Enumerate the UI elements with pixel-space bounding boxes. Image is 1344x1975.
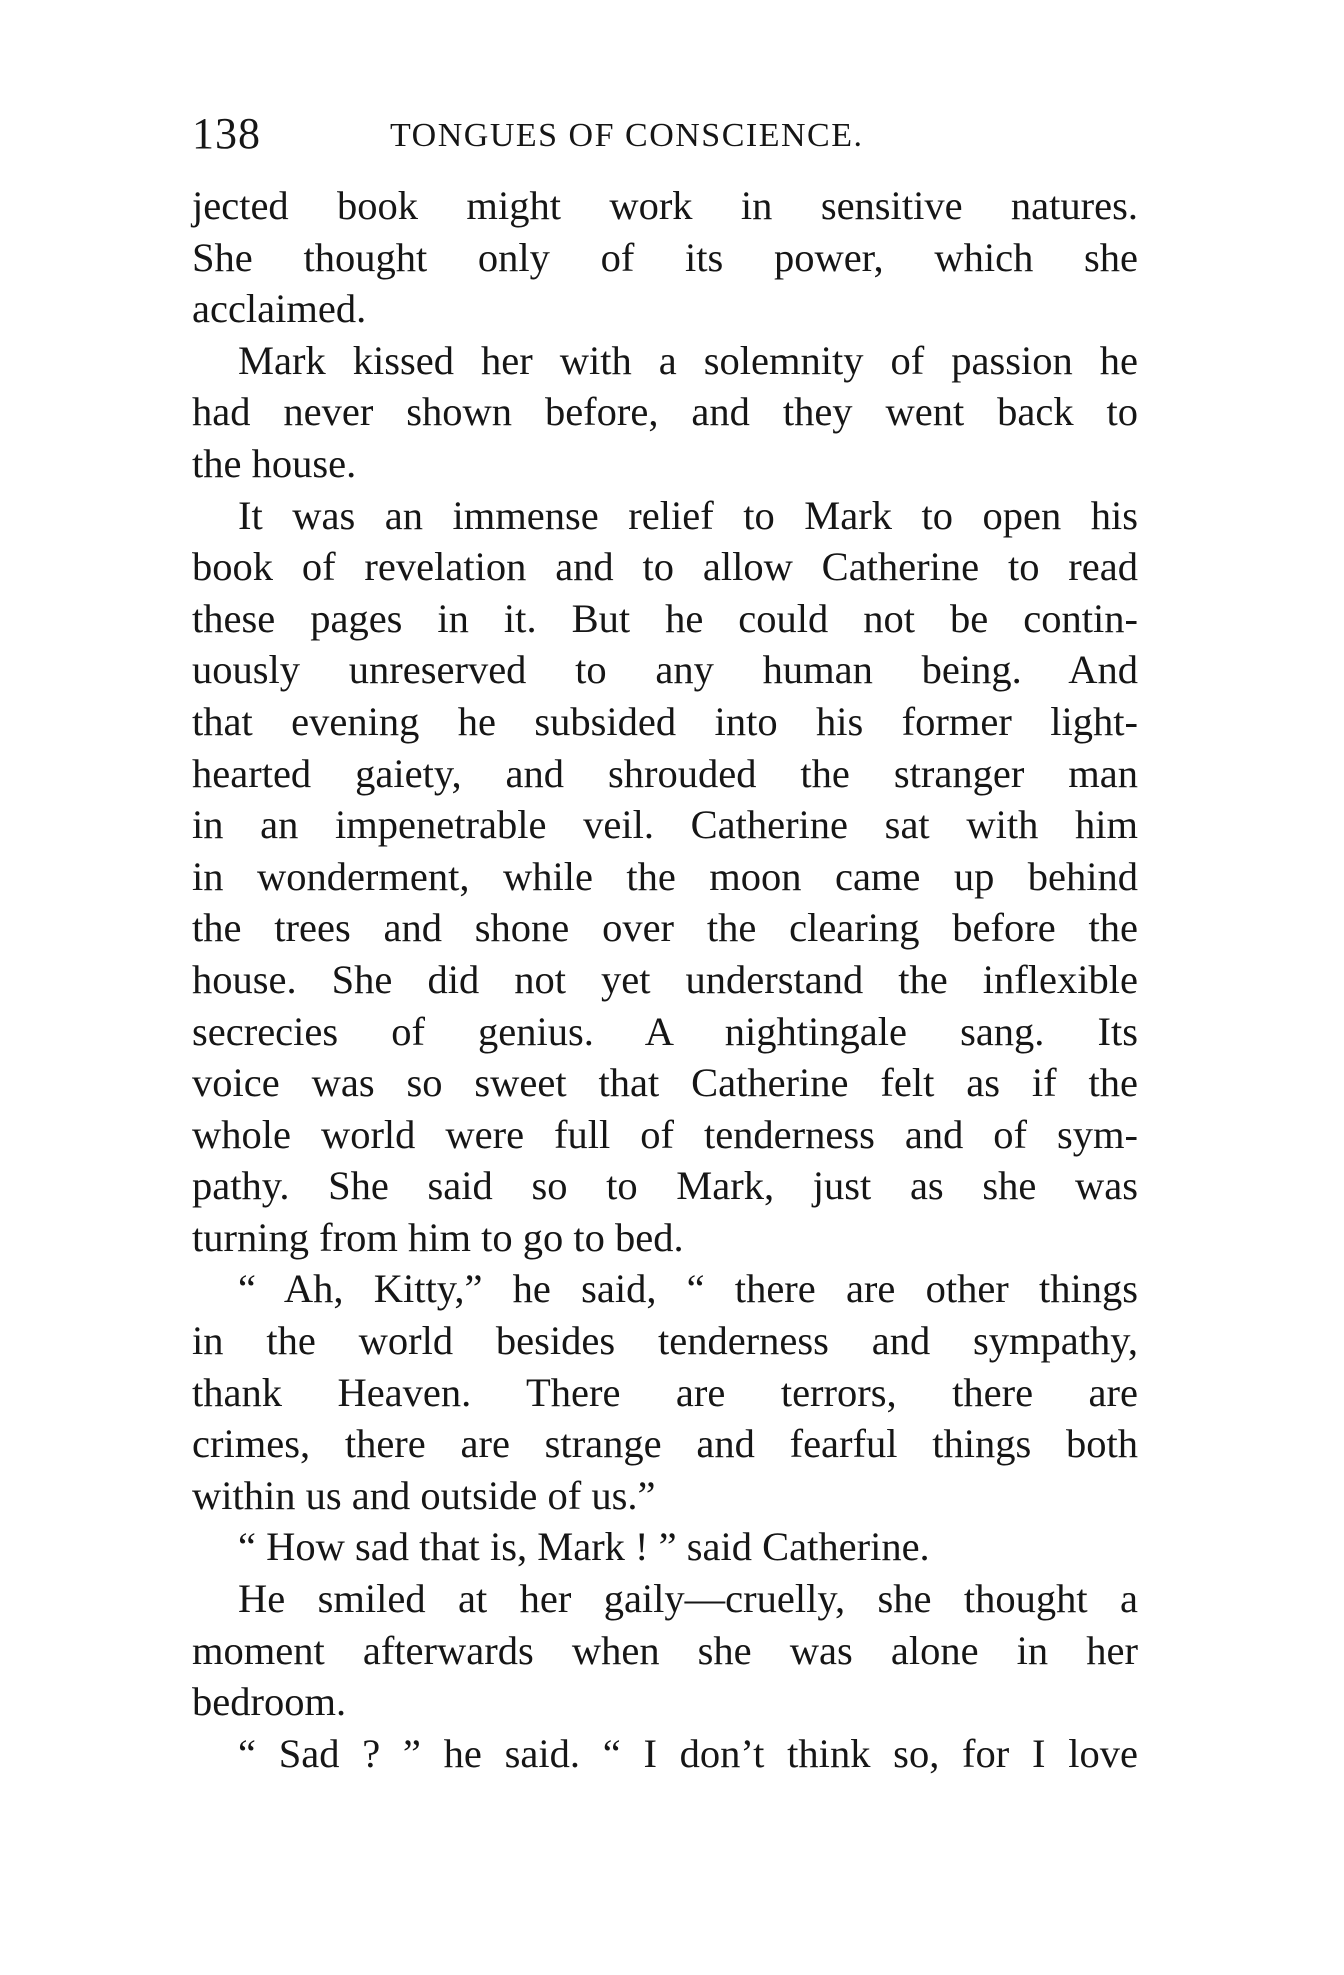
text-line: “ How sad that is, Mark ! ” said Catherine. bbox=[238, 1524, 930, 1570]
text-line: house. She did not yet understand the inflexible bbox=[192, 956, 1138, 1002]
text-line: had never shown before, and they went back to bbox=[192, 389, 1138, 435]
text-line: acclaimed. bbox=[192, 286, 367, 332]
text-line: It was an immense relief to Mark to open his bbox=[238, 492, 1138, 538]
text-line: the trees and shone over the clearing before the bbox=[192, 905, 1138, 951]
text-line: He smiled at her gaily—cruelly, she thought a bbox=[238, 1576, 1138, 1622]
page-number: 138 bbox=[192, 109, 261, 158]
text-line: uously unreserved to any human being. And bbox=[192, 647, 1138, 693]
text-line: secrecies of genius. A nightingale sang. Its bbox=[192, 1008, 1138, 1054]
text-line: in the world besides tenderness and sympathy, bbox=[192, 1318, 1138, 1364]
text-line: pathy. She said so to Mark, just as she was bbox=[192, 1163, 1138, 1209]
text-line: She thought only of its power, which she bbox=[192, 234, 1138, 280]
page-header bbox=[192, 104, 1138, 164]
text-line: these pages in it. But he could not be contin- bbox=[192, 595, 1138, 641]
text-line: jected book might work in sensitive natures. bbox=[192, 183, 1138, 228]
text-line: whole world were full of tenderness and of sym- bbox=[192, 1111, 1138, 1157]
running-title: TONGUES OF CONSCIENCE. bbox=[390, 117, 864, 154]
text-line: in wonderment, while the moon came up behind bbox=[192, 853, 1138, 899]
text-line: crimes, there are strange and fearful things both bbox=[192, 1421, 1138, 1467]
text-line: turning from him to go to bed. bbox=[192, 1214, 684, 1260]
text-line: in an impenetrable veil. Catherine sat with him bbox=[192, 802, 1138, 848]
text-line: the house. bbox=[192, 440, 357, 486]
text-line: within us and outside of us.” bbox=[192, 1472, 656, 1518]
text-line: bedroom. bbox=[192, 1679, 347, 1725]
text-line: book of revelation and to allow Catherine to read bbox=[192, 544, 1138, 590]
text-line: moment afterwards when she was alone in her bbox=[192, 1627, 1138, 1673]
text-line: “ Ah, Kitty,” he said, “ there are other things bbox=[238, 1266, 1138, 1312]
text-line: hearted gaiety, and shrouded the stranger man bbox=[192, 750, 1138, 796]
text-line: “ Sad ? ” he said. “ I don’t think so, for I love bbox=[238, 1730, 1138, 1776]
text-line: voice was so sweet that Catherine felt as if the bbox=[192, 1060, 1138, 1106]
body-text bbox=[192, 180, 1138, 1779]
text-line: that evening he subsided into his former light- bbox=[192, 698, 1138, 744]
text-line: thank Heaven. There are terrors, there are bbox=[192, 1369, 1138, 1415]
text-line: Mark kissed her with a solemnity of passion he bbox=[238, 337, 1138, 383]
